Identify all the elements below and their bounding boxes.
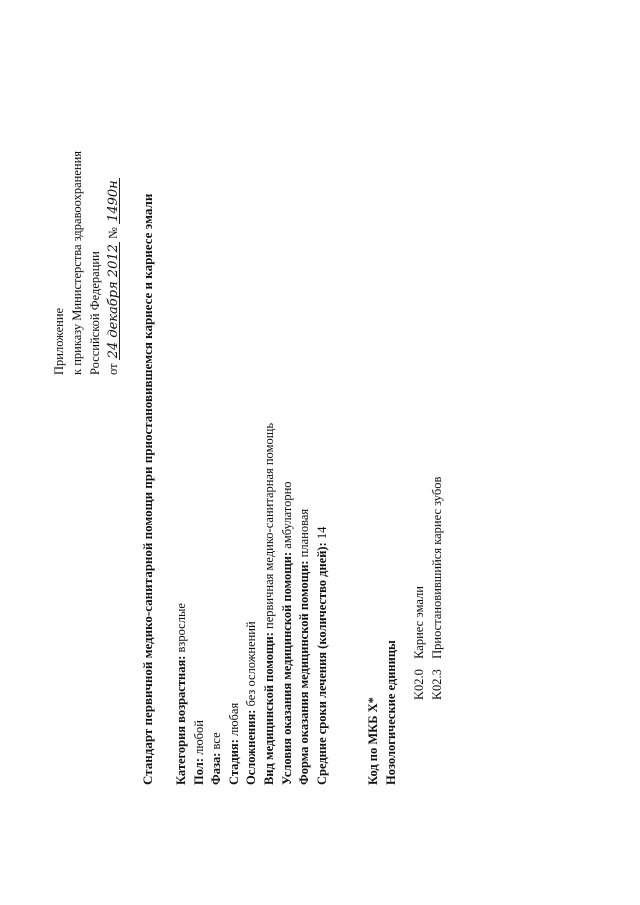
icd-name: Приостановившийся кариес зубов (430, 476, 444, 659)
header-federation: Российской Федерации (88, 251, 102, 375)
param-line (262, 423, 276, 785)
icd-code: K02.3 (430, 669, 444, 700)
icd-code-label: Код по МКБ X* (366, 697, 380, 785)
param-line (209, 732, 223, 785)
page-title: Стандарт первичной медико-санитарной помощи при приостановившемся кариесе и кариесе эмали (140, 193, 155, 785)
handwritten-number: 1490н (106, 180, 121, 222)
param-line (297, 509, 311, 785)
param-value: 14 (314, 526, 329, 540)
param-line (315, 527, 329, 785)
param-line (174, 603, 188, 785)
param-label: Форма оказания медицинской помощи: (297, 560, 312, 785)
header-order-ref: к приказу Министерства здравоохранения (70, 150, 84, 375)
param-value: любая (226, 702, 241, 737)
from-label: от (106, 363, 120, 375)
param-label: Стадия: (226, 739, 241, 785)
icd-item (430, 477, 444, 700)
number-sign: № (106, 227, 120, 239)
param-value: взрослые (174, 603, 188, 653)
param-label: Фаза: (209, 752, 224, 785)
param-line (280, 481, 294, 785)
param-line (192, 720, 206, 785)
param-value: любой (191, 720, 206, 755)
param-value: без осложнений (244, 621, 259, 707)
param-line (227, 703, 241, 785)
param-value: первичная медико-санитарная помощь (262, 422, 276, 629)
param-value: плановая (297, 508, 312, 558)
handwritten-date: 24 декабря 2012 (106, 244, 121, 359)
param-label: Средние сроки лечения (количество дней): (314, 542, 329, 785)
icd-code: K02.0 (412, 669, 426, 700)
param-label: Осложнения: (244, 709, 259, 785)
icd-item (412, 586, 426, 700)
nosology-label: Нозологические единицы (384, 640, 398, 785)
param-label: Вид медицинской помощи: (262, 632, 276, 785)
icd-name: Кариес эмали (412, 586, 426, 659)
param-value: все (209, 732, 224, 750)
header-appendix: Приложение (52, 307, 66, 375)
param-value: амбулаторно (279, 481, 294, 549)
param-label: Пол: (191, 758, 206, 785)
param-label: Категория возрастная: (174, 655, 188, 785)
param-label: Условия оказания медицинской помощи: (279, 551, 294, 785)
header-date-line (106, 178, 121, 375)
param-line (244, 621, 258, 785)
